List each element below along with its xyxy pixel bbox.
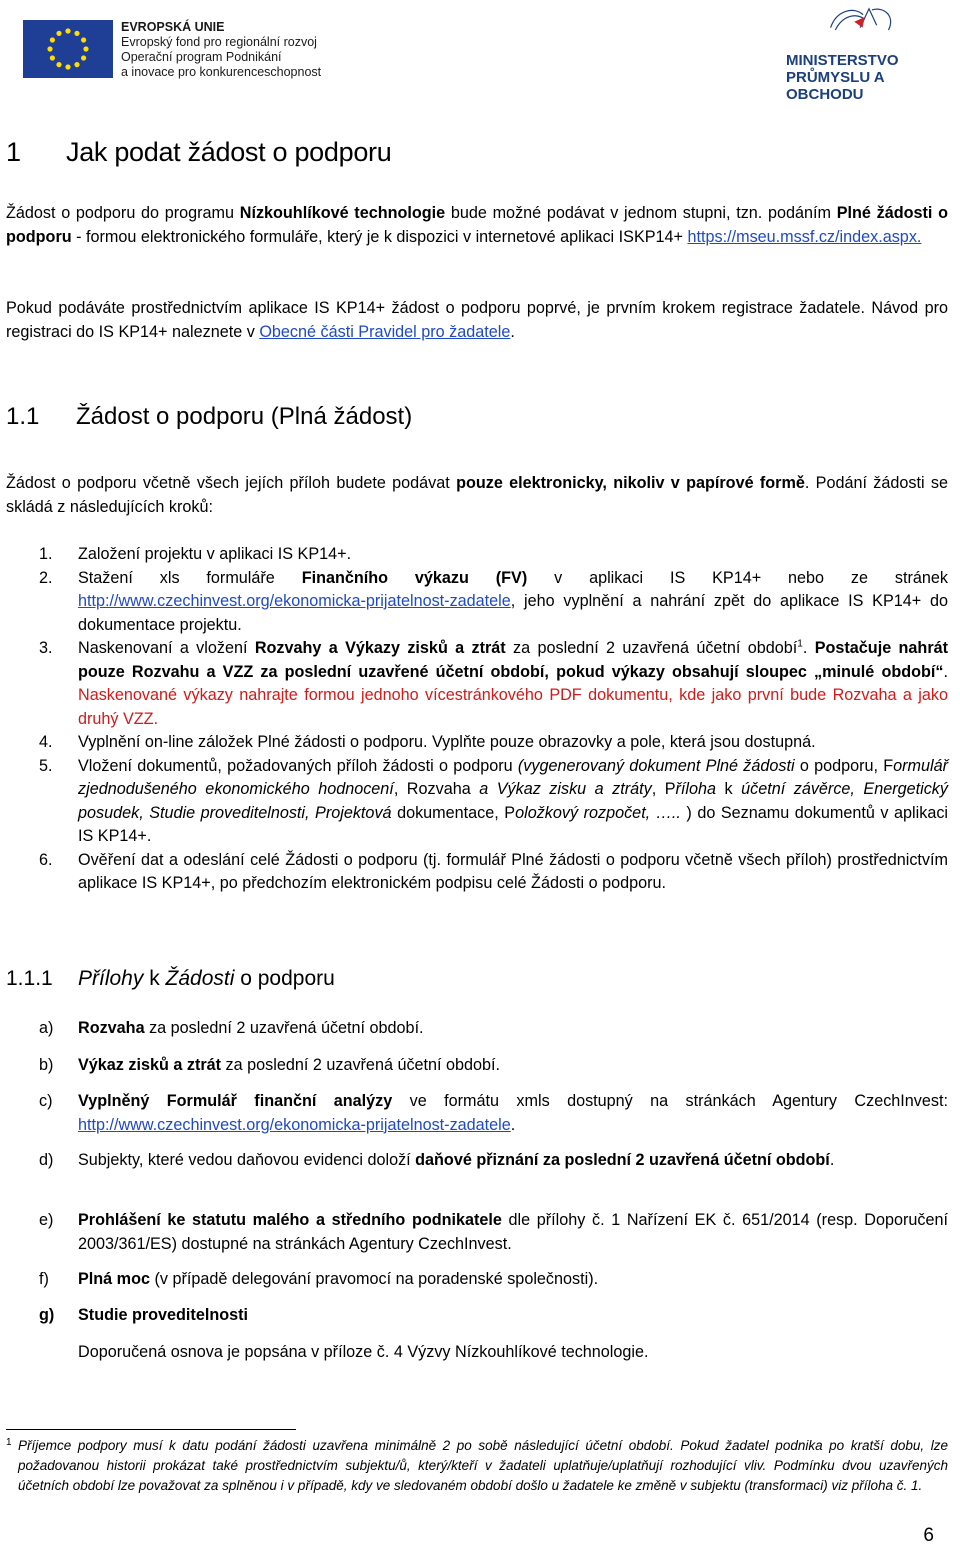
section-1-heading bbox=[6, 137, 948, 168]
attachment-item-a bbox=[6, 1017, 948, 1041]
steps-list bbox=[6, 543, 948, 896]
list-item bbox=[6, 637, 948, 731]
italic-text: oložkový rozpočet, ….. bbox=[515, 803, 681, 822]
item-number: 6. bbox=[39, 850, 53, 869]
emphasis: Rozvaha bbox=[78, 1019, 145, 1037]
italic-text: říloha bbox=[675, 780, 717, 798]
text: , P bbox=[651, 780, 676, 798]
emphasis: Studie proveditelnosti bbox=[78, 1306, 248, 1324]
emphasis: Postačuje nahrát pouze Rozvahu a VZZ za poslední uzavřené účetní období, pokud výkazy obsahují sloupec „minulé období“ bbox=[78, 639, 949, 681]
page-number: 6 bbox=[923, 1525, 934, 1546]
attachment-item-b bbox=[6, 1054, 948, 1078]
eu-line: a inovace pro konkurenceschopnost bbox=[121, 65, 322, 79]
heading-number: 1.1 bbox=[6, 403, 40, 430]
item-marker: a) bbox=[39, 1019, 54, 1037]
attachment-item-c bbox=[6, 1090, 948, 1137]
item-number: 2. bbox=[39, 568, 53, 587]
rules-link[interactable]: Obecné části Pravidel pro žadatele bbox=[259, 322, 511, 341]
list-item bbox=[6, 567, 948, 638]
footnote-text: Příjemce podpory musí k datu podání žádosti uzavřena minimálně 2 po sobě následující účetní období. Pokud žadatel podnika po kratší dobu, lze požadovanou historii prokázat také prostřednictvím subjektu/ů, který/kteří v žadateli uplatňuje/uplatňují rozhodující vliv. Podmínku dvou uzavřených účetních období lze považovat za splněnou i v případě, kdy ve sledovaném období došlo u žadatele ke změně v subjektu (transformaci) viz příloha č. 1. bbox=[18, 1438, 948, 1493]
heading-title: Přílohy bbox=[78, 967, 144, 990]
section-1-paragraph-2 bbox=[6, 297, 948, 344]
section-1-paragraph-1 bbox=[6, 202, 948, 249]
emphasis: daňové přiznání za poslední 2 uzavřená účetní období bbox=[415, 1151, 830, 1169]
text: za poslední 2 uzavřená účetní období. bbox=[221, 1056, 501, 1074]
text: . bbox=[829, 1151, 835, 1169]
emphasis: Plné žádosti o podporu bbox=[6, 204, 948, 246]
text: , Rozvaha bbox=[393, 780, 480, 798]
list-item bbox=[6, 755, 948, 849]
attachment-item-g bbox=[6, 1304, 948, 1328]
heading-suffix: (Plná žádost) bbox=[264, 403, 413, 430]
attachment-item-d bbox=[6, 1149, 948, 1173]
italic-text: (vygenerovaný dokument Plné žádosti bbox=[517, 756, 795, 775]
item-number: 1. bbox=[39, 545, 53, 563]
page-header bbox=[0, 0, 960, 103]
attachment-item-e bbox=[6, 1209, 948, 1256]
eu-line: EVROPSKÁ UNIE bbox=[121, 20, 225, 34]
text: - formou elektronického formuláře, který je k dispozici v internetové aplikaci ISKP14+ bbox=[71, 227, 688, 246]
footnote-separator bbox=[6, 1429, 296, 1430]
program-name: Nízkouhlíkové technologie bbox=[239, 204, 446, 222]
item-text: Vyplnění on-line záložek Plné žádosti o podporu. Vyplňte pouze obrazovky a pole, která jsou dostupná. bbox=[78, 733, 816, 751]
text: Stažení xls formuláře bbox=[78, 568, 302, 587]
text: . bbox=[943, 662, 948, 681]
text: ve formátu xmls dostupný na stránkách Agentury CzechInvest: bbox=[392, 1092, 948, 1110]
text: k bbox=[716, 780, 742, 798]
text: dokumentace, P bbox=[391, 803, 516, 822]
eu-line: Operační program Podnikání bbox=[121, 50, 282, 64]
item-marker: e) bbox=[39, 1211, 54, 1229]
item-number: 5. bbox=[39, 756, 53, 775]
heading-title: Žádosti bbox=[165, 967, 235, 990]
warning-text: Naskenované výkazy nahrajte formou jednoho vícestránkového PDF dokumentu, kde jako první bude Rozvaha a jako druhý VZZ. bbox=[78, 686, 948, 728]
text: Pokud podáváte prostřednictvím aplikace IS KP14+ žádost o podporu poprvé, je prvním krokem registrace žadatele. Návod pro registraci do IS KP14+ naleznete v bbox=[6, 299, 948, 341]
footnote-ref[interactable]: 1 bbox=[797, 638, 803, 650]
item-marker: g) bbox=[39, 1306, 55, 1324]
item-number: 3. bbox=[39, 639, 53, 657]
heading-number: 1.1.1 bbox=[6, 967, 53, 990]
item-marker: c) bbox=[39, 1092, 53, 1110]
text: za poslední 2 uzavřená účetní období bbox=[505, 639, 798, 657]
attachment-item-f bbox=[6, 1268, 948, 1292]
list-item bbox=[6, 849, 948, 896]
text: . bbox=[510, 1115, 516, 1134]
list-item bbox=[6, 731, 948, 755]
text: . bbox=[510, 322, 515, 341]
czechinvest-link[interactable]: http://www.czechinvest.org/ekonomicka-prijatelnost-zadatele bbox=[78, 1115, 511, 1134]
text: ) do Seznamu dokumentů v aplikaci IS KP14+. bbox=[78, 803, 949, 845]
heading-title: Jak podat žádost o podporu bbox=[66, 137, 392, 167]
list-item bbox=[6, 543, 948, 567]
emphasis: Finančního výkazu (FV) bbox=[301, 568, 528, 587]
ministry-logo-icon bbox=[784, 4, 954, 56]
attachment-g-note bbox=[6, 1341, 948, 1365]
text: . bbox=[802, 639, 815, 657]
italic-text: ormulář zjednodušeného ekonomického hodnocení bbox=[78, 756, 948, 798]
item-marker: f) bbox=[39, 1270, 49, 1288]
ministry-name bbox=[786, 52, 956, 103]
text: v aplikaci IS KP14+ nebo ze stránek bbox=[527, 568, 948, 587]
text: Žádost o podporu včetně všech jejích příloh budete podávat bbox=[6, 474, 457, 492]
item-text: Ověření dat a odeslání celé Žádosti o podporu (tj. formulář Plné žádosti o podporu včetně všech příloh) prostřednictvím aplikace IS KP14+, po předchozím elektronickém podpisu celé Žádosti o podporu. bbox=[78, 850, 948, 892]
text: Žádost o podporu do programu bbox=[6, 204, 240, 222]
text: . Podání žádosti se skládá z následujících kroků: bbox=[6, 474, 948, 516]
text: , jeho vyplnění a nahrání zpět do aplikace IS KP14+ do dokumentace projektu. bbox=[78, 592, 948, 634]
item-marker: b) bbox=[39, 1056, 54, 1074]
emphasis: Rozvahy a Výkazy zisků a ztrát bbox=[254, 639, 506, 657]
heading-title: k bbox=[143, 967, 166, 990]
italic-text: účetní závěrce, Energetický posudek, Studie proveditelnosti, Projektová bbox=[78, 780, 948, 822]
text: za poslední 2 uzavřená účetní období. bbox=[144, 1019, 424, 1037]
text: Subjekty, které vedou daňovou evidenci doloží bbox=[78, 1151, 416, 1169]
text: Naskenovaní a vložení bbox=[78, 639, 255, 657]
item-text: Založení projektu v aplikaci IS KP14+. bbox=[78, 545, 352, 563]
heading-number: 1 bbox=[6, 137, 21, 167]
text: Vložení dokumentů, požadovaných příloh žádosti o podporu bbox=[78, 756, 518, 775]
footnote bbox=[6, 1436, 948, 1496]
footnote-mark: 1 bbox=[6, 1437, 12, 1448]
eu-program-text bbox=[121, 20, 321, 80]
italic-text: a Výkaz zisku a ztráty bbox=[479, 780, 652, 798]
section-1-1-heading bbox=[6, 403, 948, 431]
emphasis: Výkaz zisků a ztrát bbox=[78, 1056, 222, 1074]
ministry-line: MINISTERSTVO bbox=[786, 52, 899, 69]
eu-line: Evropský fond pro regionální rozvoj bbox=[121, 35, 317, 49]
text: Doporučená osnova je popsána v příloze č. 4 Výzvy Nízkouhlíkové technologie. bbox=[78, 1343, 649, 1361]
section-1-1-1-heading bbox=[6, 967, 948, 991]
emphasis: Vyplněný Formulář finanční analýzy bbox=[78, 1092, 393, 1110]
section-1-1-intro bbox=[6, 472, 948, 519]
text: o podporu, F bbox=[794, 756, 894, 775]
czechinvest-link[interactable]: http://www.czechinvest.org/ekonomicka-prijatelnost-zadatele bbox=[78, 592, 511, 610]
text: dle přílohy č. 1 Nařízení EK č. 651/2014 (resp. Doporučení 2003/361/ES) dostupné na stránkách Agentury CzechInvest. bbox=[78, 1211, 948, 1253]
heading-title: Žádost o podporu bbox=[76, 403, 265, 430]
emphasis: Plná moc bbox=[78, 1270, 150, 1288]
ministry-line: PRŮMYSLU A OBCHODU bbox=[786, 69, 885, 103]
emphasis: pouze elektronicky, nikoliv v papírové formě bbox=[456, 474, 805, 492]
eu-flag-logo bbox=[23, 20, 113, 78]
item-number: 4. bbox=[39, 733, 53, 751]
emphasis: Prohlášení ke statutu malého a středního podnikatele bbox=[78, 1211, 502, 1229]
heading-title: o podporu bbox=[234, 967, 335, 990]
item-marker: d) bbox=[39, 1151, 54, 1169]
iskp-link[interactable]: https://mseu.mssf.cz/index.aspx. bbox=[687, 227, 922, 246]
text: bude možné podávat v jednom stupni, tzn. podáním bbox=[445, 204, 837, 222]
text: (v případě delegování pravomocí na poradenské společnosti). bbox=[149, 1270, 599, 1288]
